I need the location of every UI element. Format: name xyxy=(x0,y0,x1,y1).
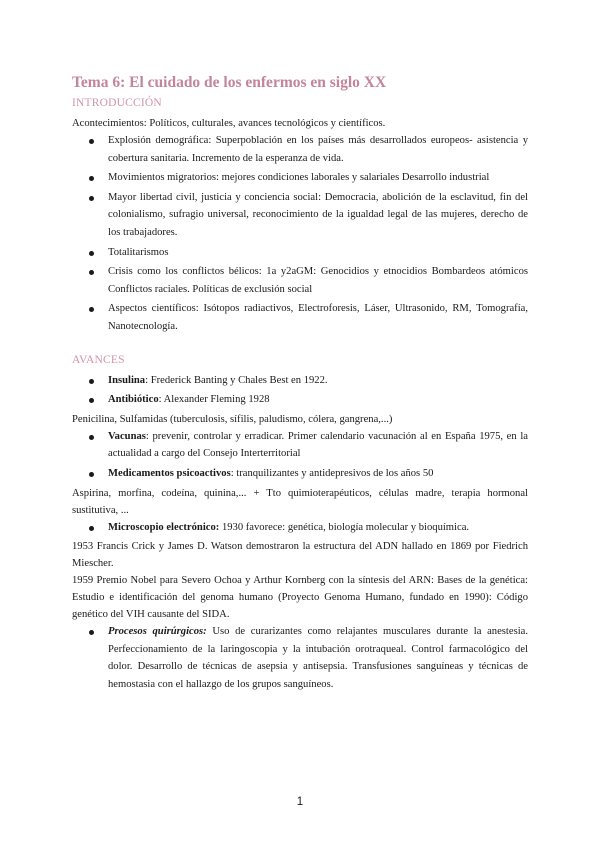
bullet-icon xyxy=(89,307,94,312)
list-item: Explosión demográfica: Superpoblación en los países más desarrollados europeos- asistencia y cobertura sanitaria. Incremento de la esperanza de vida. xyxy=(72,132,528,167)
section-heading-introduccion: INTRODUCCIÓN xyxy=(72,97,162,109)
list-item-antibiotico: Antibiótico: Alexander Fleming 1928 xyxy=(72,391,528,409)
crick-text: 1953 Francis Crick y James D. Watson demostraron la estructura del ADN hallado en 1869 por Fiedrich Miescher. xyxy=(72,541,528,570)
bullet-icon xyxy=(89,630,94,635)
page-number: 1 xyxy=(296,796,304,808)
list-item: Crisis como los conflictos bélicos: 1a y2aGM: Genocidios y etnocidios Bombardeos atómicos Conflictos raciales. Políticas de exclusión social xyxy=(72,263,528,298)
list-item-insulina: Insulina: Frederick Banting y Chales Best en 1922. xyxy=(72,372,528,390)
aspirina-text: Aspirina, morfina, codeína, quinina,... + Tto quimioterapéuticos, células madre, terapia hormonal sustitutiva, ... xyxy=(72,487,528,516)
page-title: Tema 6: El cuidado de los enfermos en siglo XX xyxy=(72,74,387,91)
list-item-medicamentos: Medicamentos psicoactivos: tranquilizantes y antidepresivos de los años 50 xyxy=(72,465,528,483)
list-item: Totalitarismos xyxy=(72,244,528,262)
bullet-icon xyxy=(89,435,94,440)
bullet-icon xyxy=(89,196,94,201)
section-heading-avances: AVANCES xyxy=(72,353,125,366)
bullet-icon xyxy=(89,379,94,384)
intro-lead: Acontecimientos: Políticos, culturales, avances tecnológicos y científicos. xyxy=(72,118,386,129)
list-item-procesos: Procesos quirúrgicos: Uso de curarizantes como relajantes musculares durante la anestesia. Perfeccionamiento de la laringoscopia y la intubación orotraqueal. Control farmacológico del dolor. Desarrollo de técnicas de asepsia y antisepsia. Transfusiones sanguíneas y técnicas de hemostasia con el hallazgo de los grupos sanguíneos. xyxy=(72,623,528,693)
bullet-icon xyxy=(89,251,94,256)
avances-list-2 xyxy=(72,428,528,483)
avances-list-1 xyxy=(72,372,528,409)
bullet-icon xyxy=(89,472,94,477)
list-item: Movimientos migratorios: mejores condiciones laborales y salariales Desarrollo industrial xyxy=(72,169,528,187)
penicilina-text: Penicilina, Sulfamidas (tuberculosis, sífilis, paludismo, cólera, gangrena,...) xyxy=(72,413,393,425)
intro-list xyxy=(72,132,528,336)
bullet-icon xyxy=(89,139,94,144)
document-page xyxy=(72,74,528,695)
avances-list-3 xyxy=(72,519,528,537)
list-item: Aspectos científicos: Isótopos radiactivos, Electroforesis, Láser, Ultrasonido, RM, Tomografía, Nanotecnología. xyxy=(72,300,528,335)
avances-list-4 xyxy=(72,623,528,693)
bullet-icon xyxy=(89,270,94,275)
bullet-icon xyxy=(89,526,94,531)
list-item-microscopio: Microscopio electrónico: 1930 favorece: genética, biología molecular y bioquímica. xyxy=(72,519,528,537)
bullet-icon xyxy=(89,398,94,403)
bullet-icon xyxy=(89,176,94,181)
ochoa-text: 1959 Premio Nobel para Severo Ochoa y Arthur Kornberg con la síntesis del ARN: Bases de la genética: Estudio e identificación del genoma humano (Proyecto Genoma Humano, fundado en 1990): Código genético del VIH causante del SIDA. xyxy=(72,575,528,621)
list-item-vacunas: Vacunas: prevenir, controlar y erradicar. Primer calendario vacunación al en España 1975, en la actualidad a cargo del Consejo Interterritorial xyxy=(72,428,528,463)
list-item: Mayor libertad civil, justicia y conciencia social: Democracia, abolición de la esclavitud, fin del colonialismo, sufragio universal, reconocimiento de la igualdad legal de las mujeres, derecho de los trabajadores. xyxy=(72,189,528,242)
